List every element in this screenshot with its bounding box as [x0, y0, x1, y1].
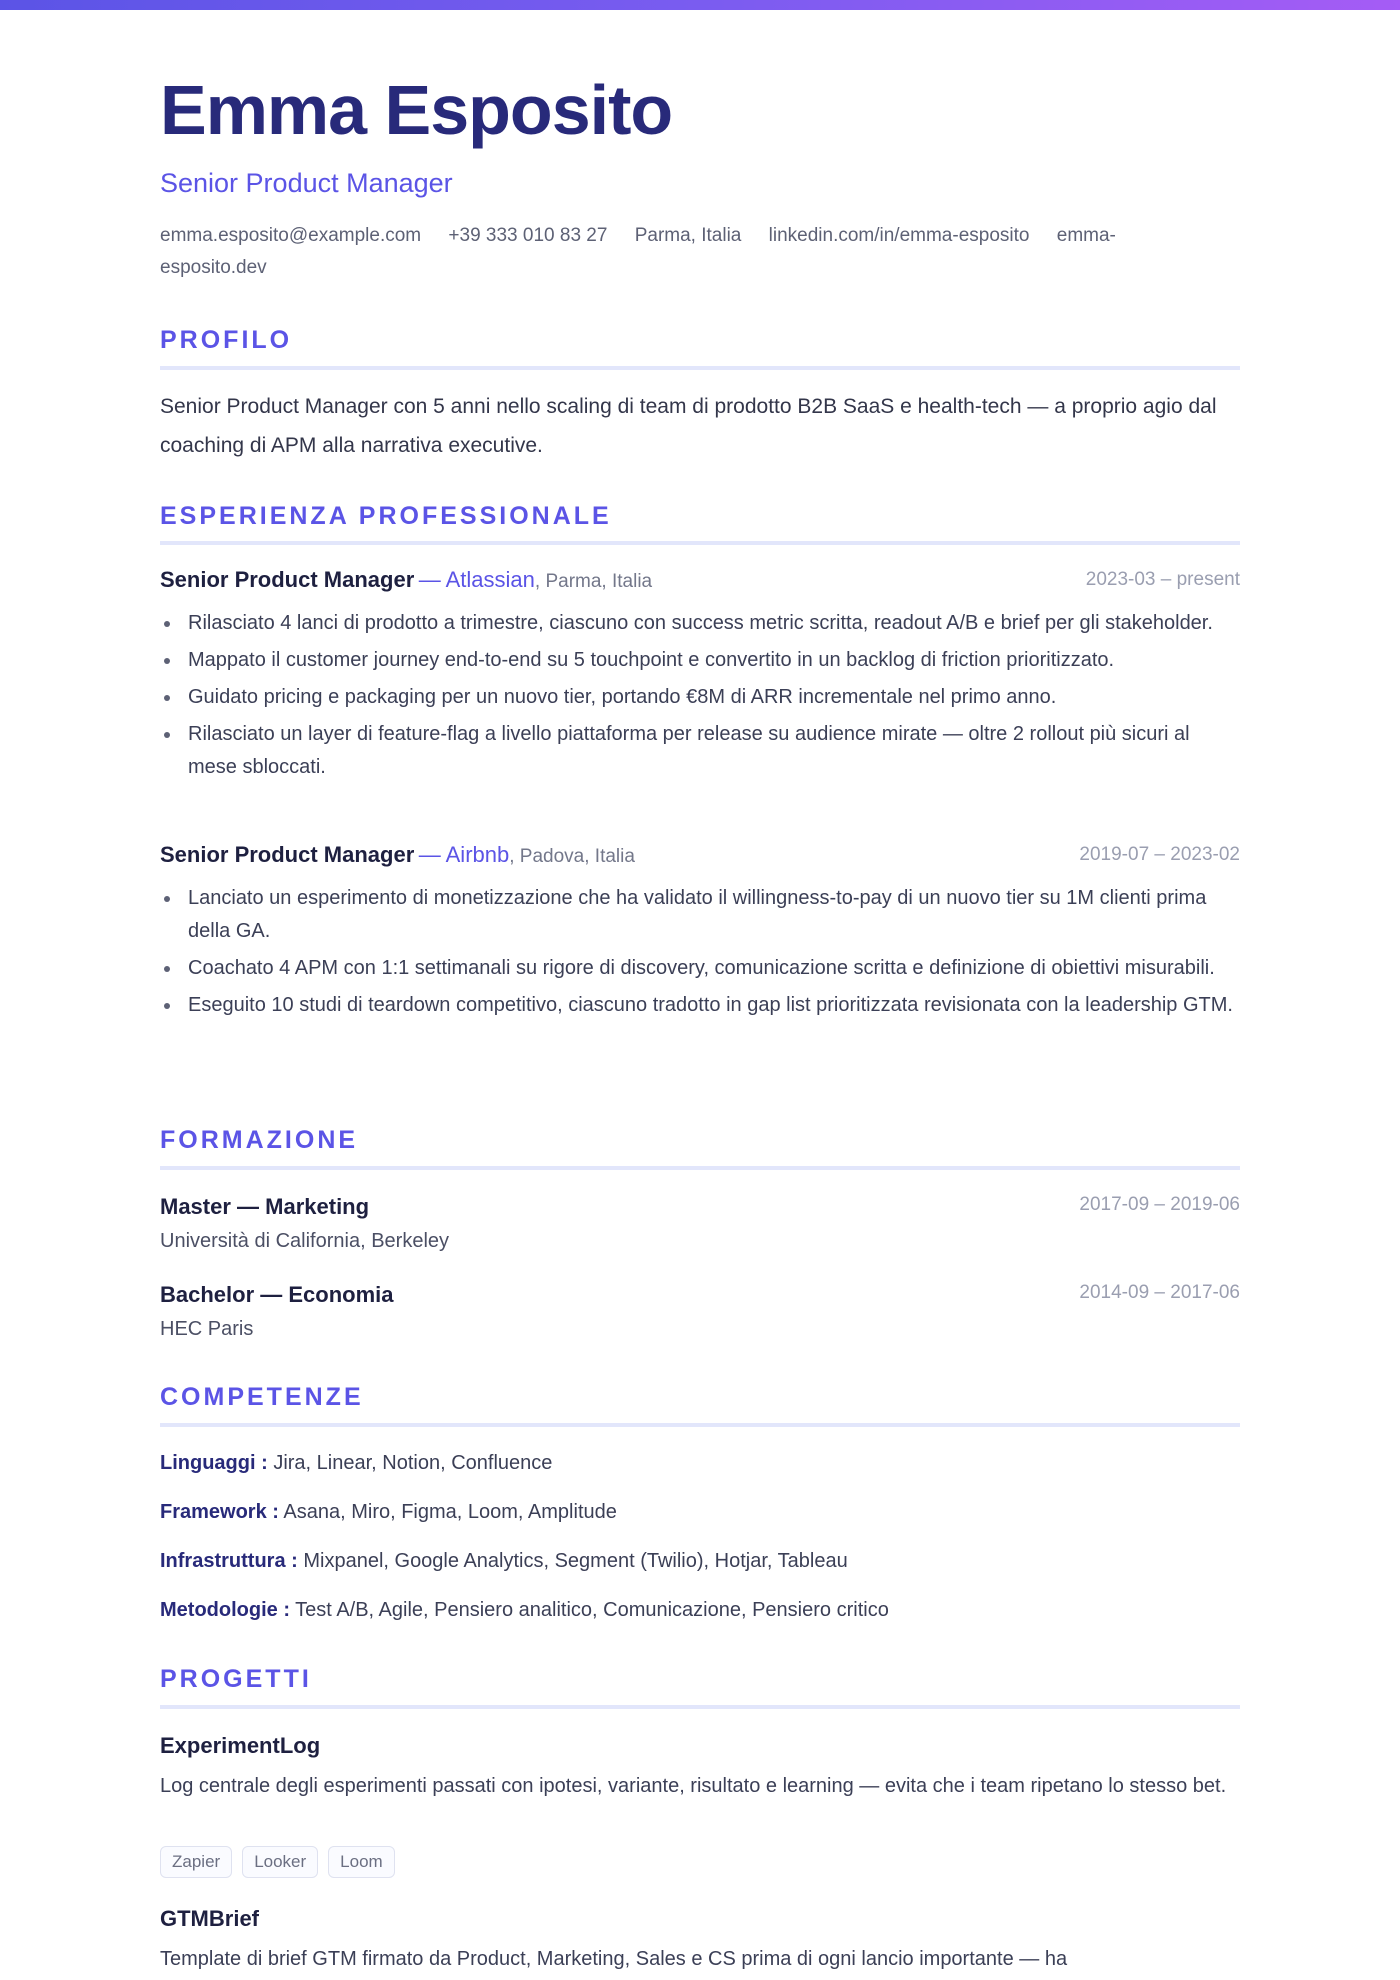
education-school: Università di California, Berkeley [160, 1230, 450, 1252]
project-name: ExperimentLog [160, 1733, 321, 1758]
job-bullet: Coachato 4 APM con 1:1 settimanali su rigore di discovery, comunicazione scritta e definizione di obiettivi misurabili. [160, 952, 1240, 985]
skill-row [160, 1595, 1240, 1625]
job-location: , Parma, Italia [534, 571, 653, 592]
section-divider [160, 1705, 1240, 1709]
job-bullets [160, 607, 1240, 788]
profile-summary: Senior Product Manager con 5 anni nello scaling di team di prodotto B2B SaaS e health-tech — a proprio agio dal coaching di APM alla narrativa executive. [160, 395, 1217, 457]
education-dates: 2014-09 – 2017-06 [1079, 1282, 1240, 1303]
job-location: , Padova, Italia [509, 846, 635, 867]
section-title-experience: ESPERIENZA PROFESSIONALE [160, 502, 612, 530]
skill-category: Framework : [160, 1501, 279, 1523]
job-dates: 2019-07 – 2023-02 [1079, 844, 1240, 865]
section-title-skills: COMPETENZE [160, 1383, 364, 1411]
education-dates: 2017-09 – 2019-06 [1079, 1194, 1240, 1215]
skill-category: Infrastruttura : [160, 1550, 298, 1572]
contact-phone[interactable]: +39 333 010 83 27 [448, 225, 608, 246]
skill-row [160, 1546, 1240, 1576]
section-divider [160, 1423, 1240, 1427]
project-description: Template di brief GTM firmato da Product, Marketing, Sales e CS prima di ogni lancio importante — ha [160, 1948, 1068, 1970]
job-bullet: Rilasciato 4 lanci di prodotto a trimestre, ciascuno con success metric scritta, readout A/B e brief per gli stakeholder. [160, 607, 1240, 640]
contact-info [160, 220, 1240, 284]
job-company: — Atlassian [418, 567, 535, 592]
skill-category: Linguaggi : [160, 1452, 268, 1474]
section-title-projects: PROGETTI [160, 1665, 312, 1693]
job-header [160, 842, 1240, 872]
section-title-education: FORMAZIONE [160, 1126, 359, 1154]
project-tags [160, 1846, 395, 1878]
contact-email[interactable]: emma.esposito@example.com [160, 225, 422, 246]
skill-row [160, 1497, 1240, 1527]
education-entry [160, 1280, 1240, 1344]
job-company: — Airbnb [418, 842, 510, 867]
top-accent-bar [0, 0, 1400, 10]
contact-website[interactable]: emma-esposito.dev [160, 225, 1116, 278]
project-tag: Zapier [160, 1846, 232, 1878]
job-bullet: Mappato il customer journey end-to-end su 5 touchpoint e convertito in un backlog di friction prioritizzato. [160, 644, 1240, 677]
job-bullet: Lanciato un esperimento di monetizzazione che ha validato il willingness-to-pay di un nuovo tier su 1M clienti prima della GA. [160, 882, 1240, 948]
education-degree: Master — Marketing [160, 1194, 370, 1219]
skill-category: Metodologie : [160, 1599, 290, 1621]
candidate-name: Emma Esposito [160, 71, 673, 149]
section-divider [160, 541, 1240, 545]
project-tag: Looker [242, 1846, 318, 1878]
job-title: Senior Product Manager [160, 567, 415, 592]
skill-values: Asana, Miro, Figma, Loom, Amplitude [278, 1501, 617, 1523]
skill-values: Test A/B, Agile, Pensiero analitico, Comunicazione, Pensiero critico [289, 1599, 889, 1621]
education-entry [160, 1192, 1240, 1256]
job-dates: 2023-03 – present [1085, 569, 1240, 590]
skill-values: Jira, Linear, Notion, Confluence [267, 1452, 553, 1474]
skill-row [160, 1448, 1240, 1478]
job-bullet: Guidato pricing e packaging per un nuovo tier, portando €8M di ARR incrementale nel primo anno. [160, 681, 1240, 714]
education-degree: Bachelor — Economia [160, 1282, 394, 1307]
job-bullet: Eseguito 10 studi di teardown competitivo, ciascuno tradotto in gap list prioritizzata revisionata con la leadership GTM. [160, 989, 1240, 1022]
job-bullet: Rilasciato un layer di feature-flag a livello piattaforma per release su audience mirate — oltre 2 rollout più sicuri al mese sbloccati. [160, 718, 1240, 784]
skill-values: Mixpanel, Google Analytics, Segment (Twilio), Hotjar, Tableau [297, 1550, 848, 1572]
project-tag: Loom [328, 1846, 395, 1878]
project-name: GTMBrief [160, 1906, 259, 1931]
job-header [160, 567, 1240, 597]
education-school: HEC Paris [160, 1318, 254, 1340]
section-title-profile: PROFILO [160, 326, 293, 354]
section-divider [160, 1166, 1240, 1170]
job-title: Senior Product Manager [160, 842, 415, 867]
candidate-headline: Senior Product Manager [160, 168, 453, 198]
job-bullets [160, 882, 1240, 1026]
project-description: Log centrale degli esperimenti passati con ipotesi, variante, risultato e learning — evita che i team ripetano lo stesso bet. [160, 1775, 1227, 1797]
section-divider [160, 366, 1240, 370]
contact-linkedin[interactable]: linkedin.com/in/emma-esposito [768, 225, 1030, 246]
contact-location: Parma, Italia [634, 225, 742, 246]
